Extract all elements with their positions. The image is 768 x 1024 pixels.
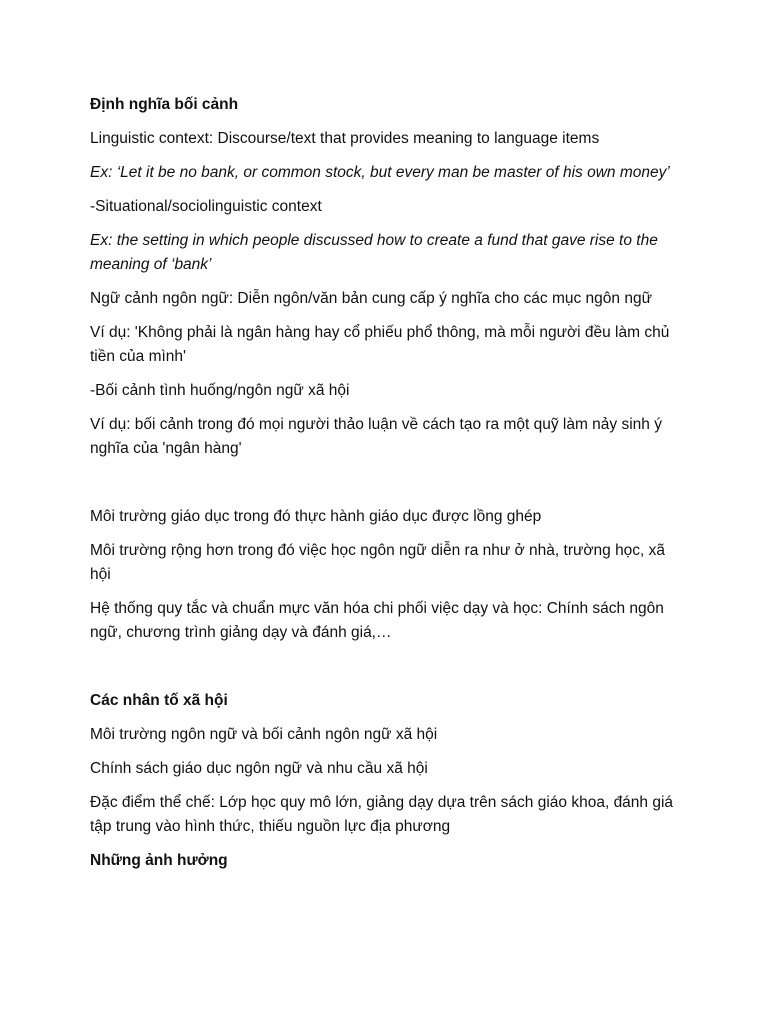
section-spacer	[90, 655, 690, 689]
paragraph-linguistic-context: Linguistic context: Discourse/text that provides meaning to language items	[90, 130, 600, 147]
heading-social-factors: Các nhân tố xã hội	[90, 692, 228, 709]
heading-context-definition: Định nghĩa bối cảnh	[90, 96, 239, 113]
paragraph-vn-situational-context: -Bối cảnh tình huống/ngôn ngữ xã hội	[90, 382, 350, 399]
section-spacer	[90, 471, 690, 505]
paragraph-broader-environment: Môi trường rộng hơn trong đó việc học ngôn ngữ diễn ra như ở nhà, trường học, xã hội	[90, 542, 666, 583]
paragraph-rules-norms: Hệ thống quy tắc và chuẩn mực văn hóa chi phối việc dạy và học: Chính sách ngôn ngữ, chương trình giảng dạy và đánh giá,…	[90, 600, 664, 641]
example-bank-quote: Ex: ‘Let it be no bank, or common stock, but every man be master of his own money’	[90, 164, 670, 181]
heading-influences: Những ảnh hưởng	[90, 852, 228, 869]
example-vn-fund-setting: Ví dụ: bối cảnh trong đó mọi người thảo luận về cách tạo ra một quỹ làm nảy sinh ý nghĩa của 'ngân hàng'	[90, 416, 662, 457]
paragraph-education-policy: Chính sách giáo dục ngôn ngữ và nhu cầu xã hội	[90, 760, 428, 777]
document-page	[90, 93, 690, 883]
paragraph-educational-environment: Môi trường giáo dục trong đó thực hành giáo dục được lồng ghép	[90, 508, 542, 525]
paragraph-situational-context: -Situational/sociolinguistic context	[90, 198, 322, 215]
paragraph-vn-linguistic-context: Ngữ cảnh ngôn ngữ: Diễn ngôn/văn bản cung cấp ý nghĩa cho các mục ngôn ngữ	[90, 290, 652, 307]
paragraph-language-environment: Môi trường ngôn ngữ và bối cảnh ngôn ngữ xã hội	[90, 726, 438, 743]
example-vn-bank-quote: Ví dụ: 'Không phải là ngân hàng hay cổ phiếu phổ thông, mà mỗi người đều làm chủ tiền của mình'	[90, 324, 670, 365]
paragraph-institutional-features: Đặc điểm thể chế: Lớp học quy mô lớn, giảng dạy dựa trên sách giáo khoa, đánh giá tập trung vào hình thức, thiếu nguồn lực địa phương	[90, 794, 674, 835]
example-fund-setting: Ex: the setting in which people discussed how to create a fund that gave rise to the meaning of ‘bank’	[90, 232, 658, 273]
